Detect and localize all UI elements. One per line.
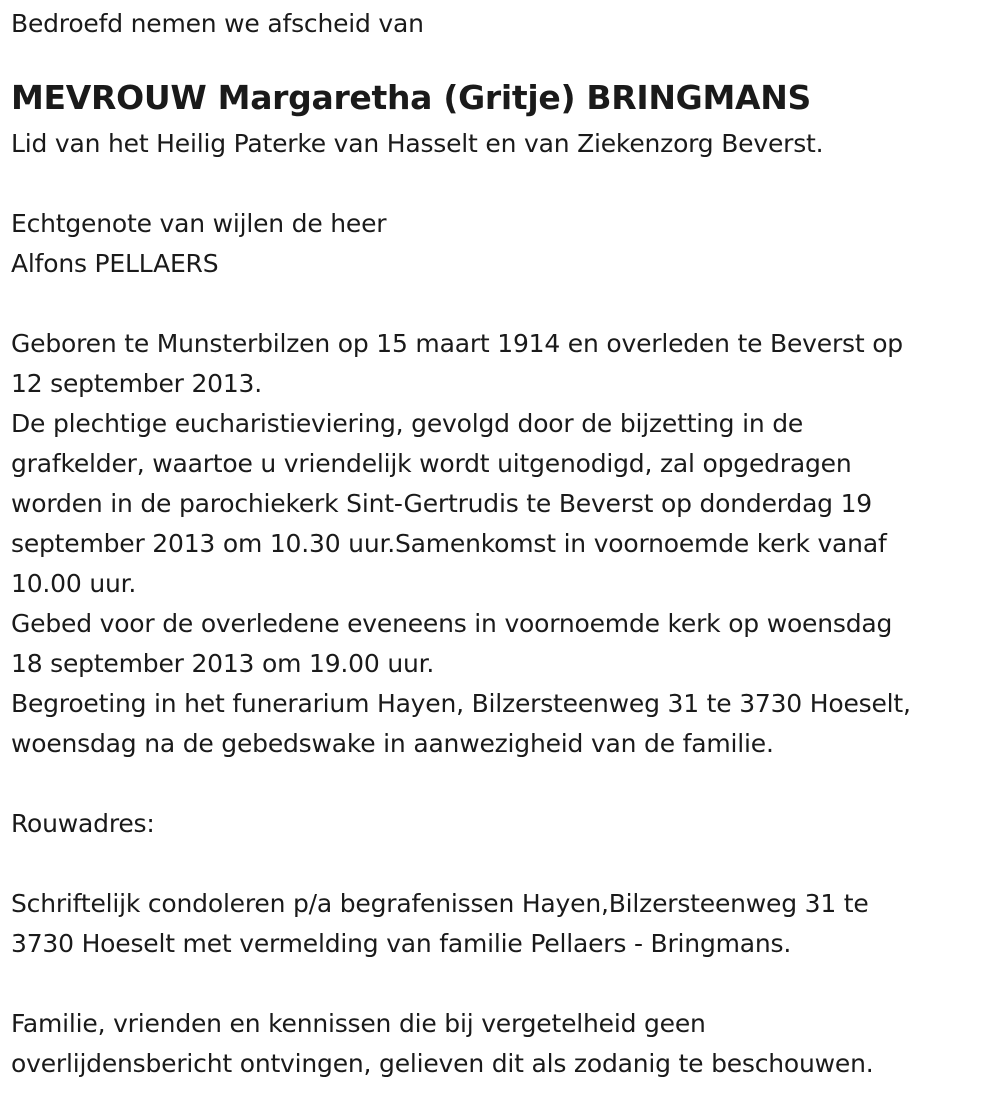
spacer bbox=[11, 284, 986, 324]
details-line: grafkelder, waartoe u vriendelijk wordt uitgenodigd, zal opgedragen bbox=[11, 449, 852, 478]
details-line: worden in de parochiekerk Sint-Gertrudis te Beverst op donderdag 19 bbox=[11, 489, 873, 518]
details-line: Gebed voor de overledene eveneens in voornoemde kerk op woensdag bbox=[11, 609, 893, 638]
closing-line: Familie, vrienden en kennissen die bij vergetelheid geen bbox=[11, 1009, 706, 1038]
details-line: De plechtige eucharistieviering, gevolgd door de bijzetting in de bbox=[11, 409, 804, 438]
spacer bbox=[11, 764, 986, 804]
details-line: 12 september 2013. bbox=[11, 369, 263, 398]
obituary-notice bbox=[11, 4, 986, 1084]
deceased-name: MEVROUW Margaretha (Gritje) BRINGMANS bbox=[11, 78, 812, 117]
details-line: 10.00 uur. bbox=[11, 569, 137, 598]
details-line: 18 september 2013 om 19.00 uur. bbox=[11, 649, 435, 678]
condolences-line: 3730 Hoeselt met vermelding van familie Pellaers - Bringmans. bbox=[11, 929, 792, 958]
membership-text: Lid van het Heilig Paterke van Hasselt en van Ziekenzorg Beverst. bbox=[11, 129, 824, 158]
spacer bbox=[11, 844, 986, 884]
spouse-name: Alfons PELLAERS bbox=[11, 249, 219, 278]
spacer bbox=[11, 164, 986, 204]
closing-line: overlijdensbericht ontvingen, gelieven dit als zodanig te beschouwen. bbox=[11, 1049, 874, 1078]
intro-text: Bedroefd nemen we afscheid van bbox=[11, 9, 424, 38]
condolences-line: Schriftelijk condoleren p/a begrafenissen Hayen,Bilzersteenweg 31 te bbox=[11, 889, 869, 918]
details-line: Begroeting in het funerarium Hayen, Bilzersteenweg 31 te 3730 Hoeselt, bbox=[11, 689, 911, 718]
spacer bbox=[11, 964, 986, 1004]
spouse-line: Echtgenote van wijlen de heer bbox=[11, 209, 387, 238]
details-line: woensdag na de gebedswake in aanwezigheid van de familie. bbox=[11, 729, 774, 758]
address-label: Rouwadres: bbox=[11, 809, 155, 838]
details-line: september 2013 om 10.30 uur.Samenkomst in voornoemde kerk vanaf bbox=[11, 529, 887, 558]
details-line: Geboren te Munsterbilzen op 15 maart 1914 en overleden te Beverst op bbox=[11, 329, 903, 358]
